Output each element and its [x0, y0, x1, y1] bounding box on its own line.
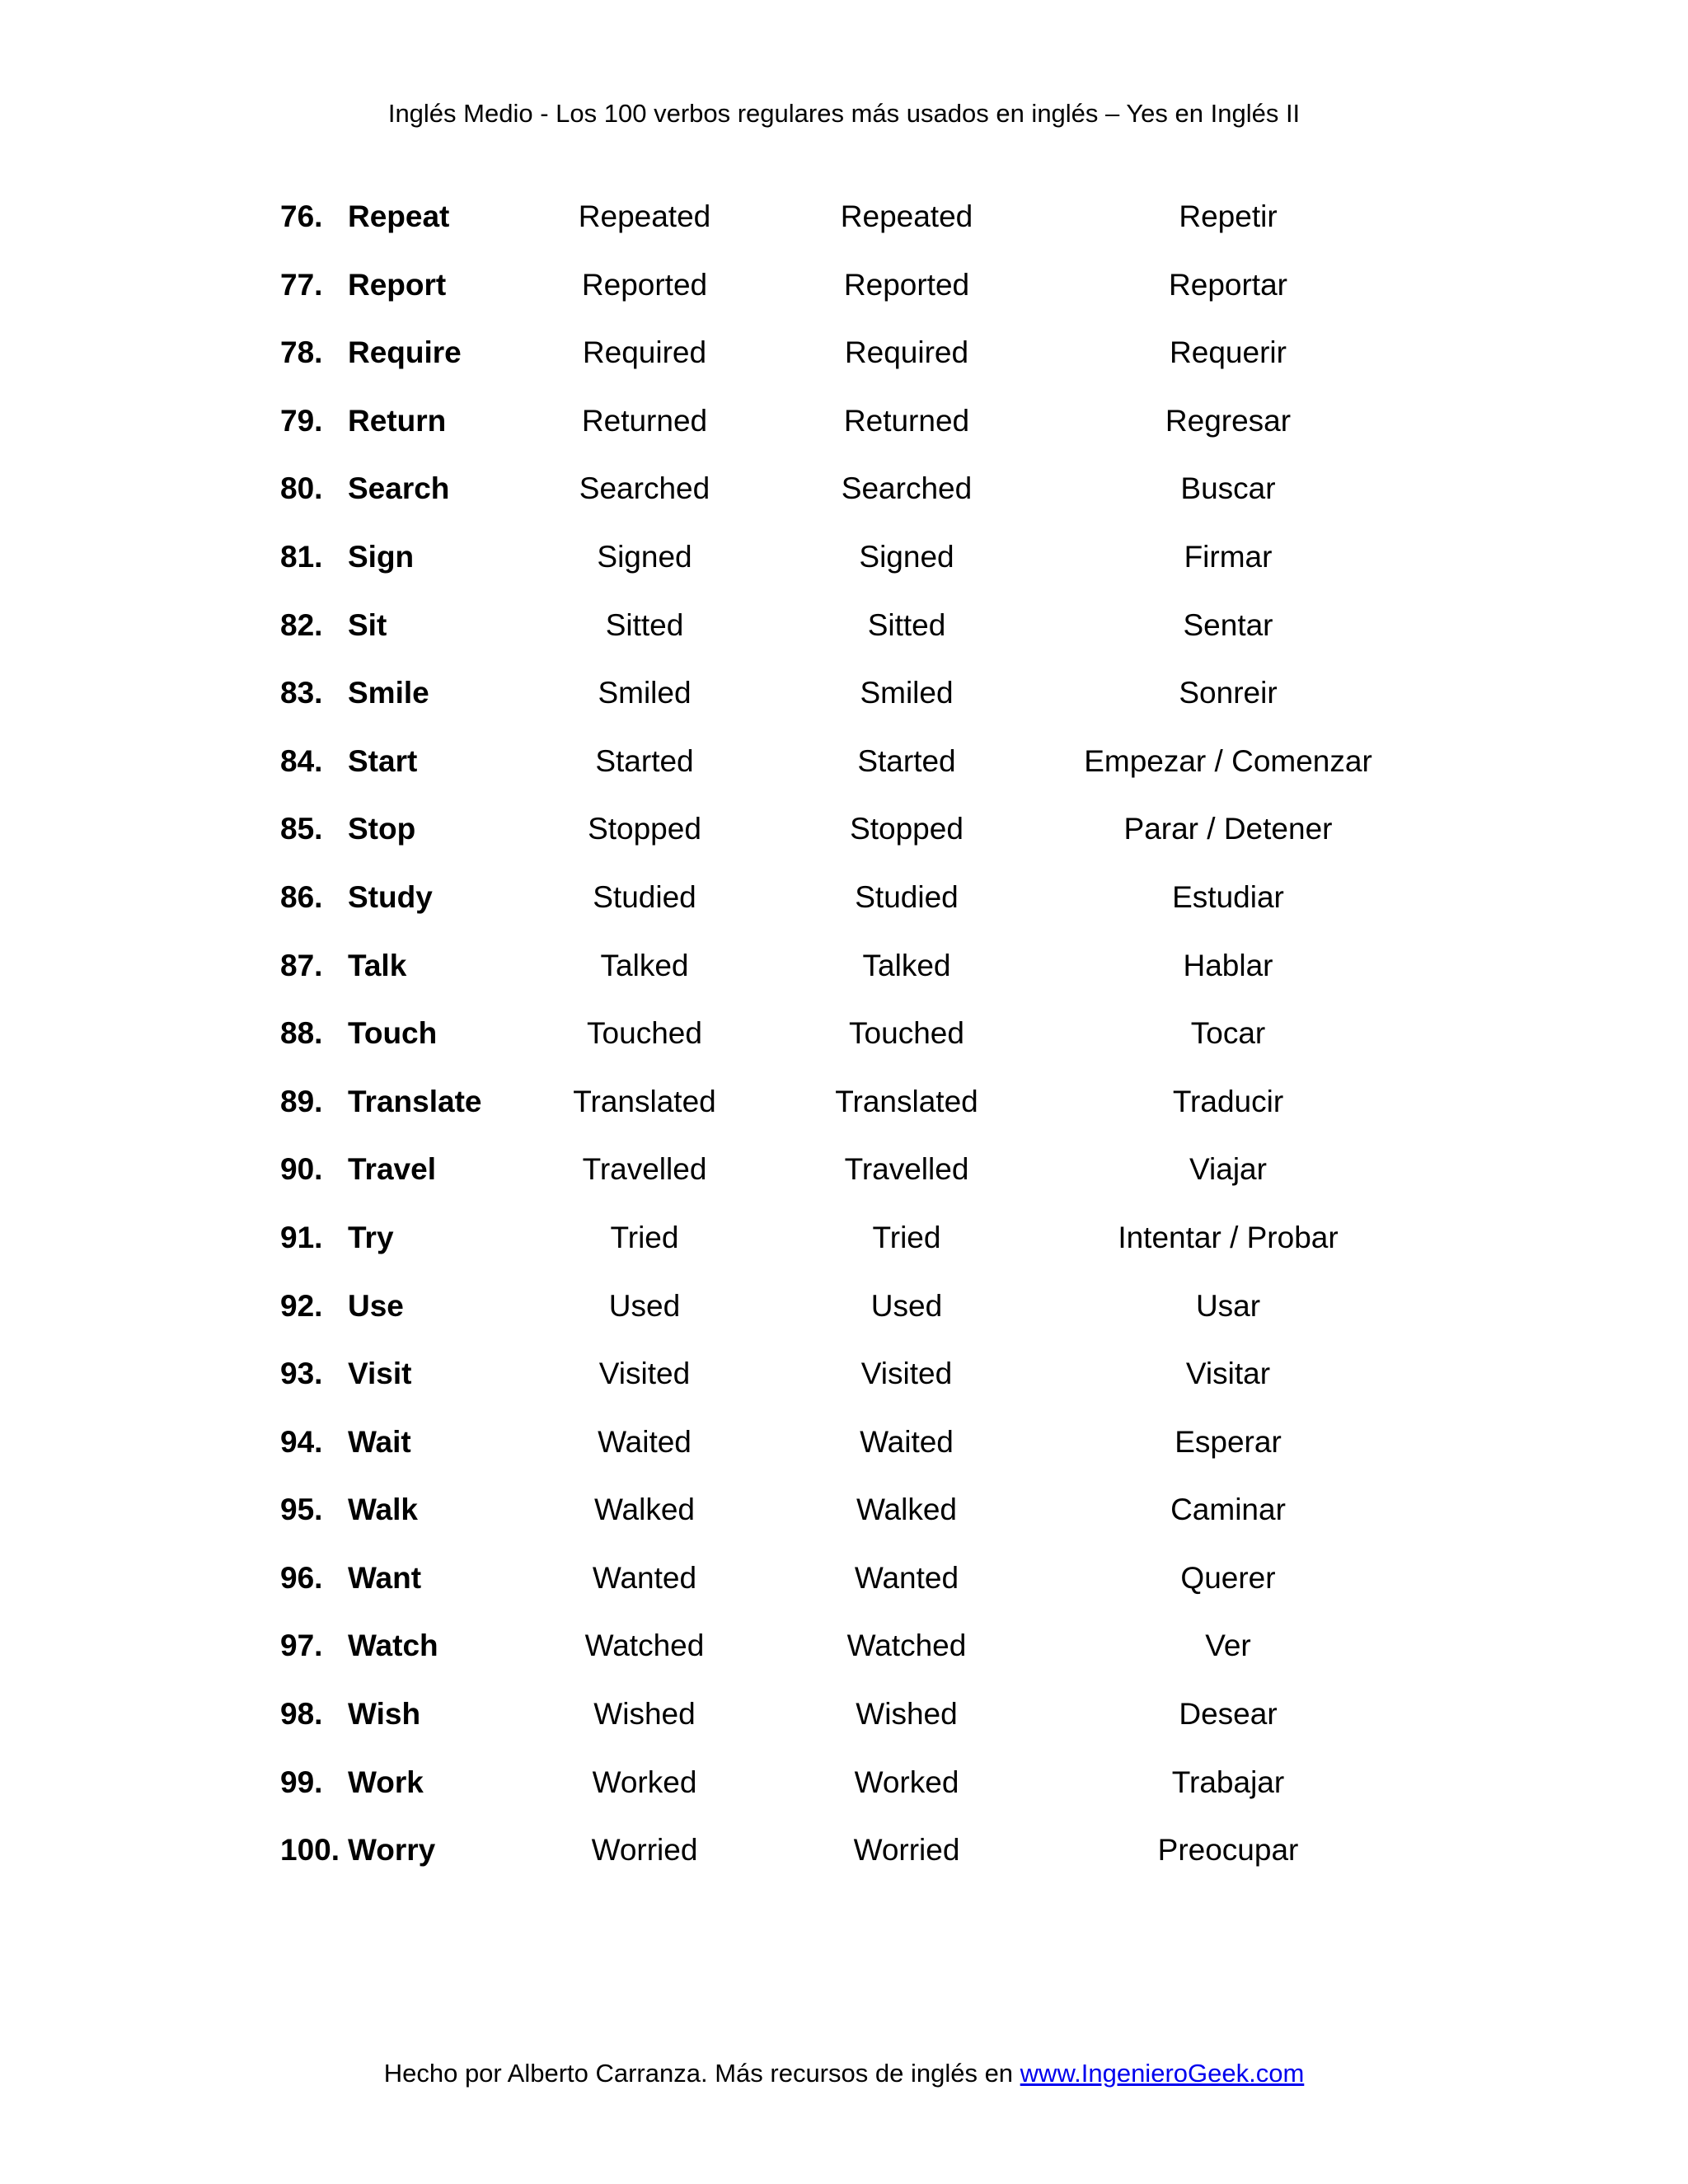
verb-past-participle: Smiled [860, 676, 954, 710]
verb-number: 86. [280, 879, 323, 914]
verb-base-form: Stop [348, 812, 416, 846]
verb-spanish-translation: Desear [1179, 1697, 1278, 1732]
verb-base-form: Wait [348, 1424, 411, 1459]
verb-past-simple: Sitted [605, 607, 684, 642]
verb-number: 77. [280, 267, 323, 302]
verb-base-form: Require [348, 335, 462, 370]
verb-base-form: Report [348, 267, 447, 302]
verb-past-participle: Travelled [844, 1152, 969, 1187]
verb-base-form: Want [348, 1560, 422, 1595]
verb-row [0, 455, 1688, 523]
verb-past-simple: Used [608, 1288, 681, 1323]
verb-base-form: Study [348, 879, 433, 914]
verb-spanish-translation: Regresar [1165, 403, 1292, 438]
verb-past-simple: Talked [600, 948, 689, 982]
verb-base-form: Return [348, 403, 447, 438]
verb-base-form: Sign [348, 539, 415, 574]
verb-base-form: Start [348, 743, 418, 778]
verb-base-form: Travel [348, 1152, 436, 1187]
footer-website-link[interactable]: www.IngenieroGeek.com [1020, 2059, 1305, 2088]
verb-row [0, 1000, 1688, 1068]
verb-past-simple: Wished [593, 1697, 696, 1732]
verb-spanish-translation: Empezar / Comenzar [1084, 743, 1372, 778]
verb-number: 76. [280, 199, 323, 233]
verb-row [0, 592, 1688, 660]
verb-base-form: Translate [348, 1084, 482, 1118]
verb-row [0, 319, 1688, 387]
verb-past-simple: Touched [587, 1016, 702, 1051]
verb-number: 85. [280, 812, 323, 846]
verb-number: 92. [280, 1288, 323, 1323]
verb-past-simple: Visited [598, 1357, 691, 1391]
verb-list [0, 183, 1688, 1885]
verb-number: 78. [280, 335, 323, 370]
verb-past-simple: Reported [581, 267, 708, 302]
verb-spanish-translation: Caminar [1170, 1493, 1286, 1527]
verb-past-participle: Returned [843, 403, 970, 438]
verb-past-participle: Sitted [867, 607, 946, 642]
verb-row [0, 1680, 1688, 1749]
verb-past-simple: Started [595, 743, 694, 778]
verb-number: 88. [280, 1016, 323, 1051]
verb-past-simple: Worked [592, 1765, 697, 1799]
verb-row [0, 1340, 1688, 1408]
verb-past-simple: Searched [579, 471, 710, 506]
verb-past-participle: Watched [846, 1629, 967, 1663]
verb-number: 82. [280, 607, 323, 642]
verb-row [0, 1204, 1688, 1272]
verb-spanish-translation: Preocupar [1157, 1833, 1299, 1868]
verb-spanish-translation: Requerir [1170, 335, 1287, 370]
verb-past-simple: Smiled [598, 676, 692, 710]
verb-number: 100. [280, 1833, 340, 1868]
verb-row [0, 659, 1688, 728]
verb-spanish-translation: Repetir [1179, 199, 1278, 233]
verb-spanish-translation: Hablar [1183, 948, 1273, 982]
verb-past-simple: Translated [573, 1084, 716, 1118]
verb-row [0, 183, 1688, 251]
verb-row [0, 523, 1688, 592]
verb-base-form: Talk [348, 948, 407, 982]
page-title: Inglés Medio - Los 100 verbos regulares más usados en inglés – Yes en Inglés II [387, 99, 1301, 128]
verb-number: 96. [280, 1560, 323, 1595]
verb-past-simple: Walked [593, 1493, 695, 1527]
verb-spanish-translation: Querer [1180, 1560, 1276, 1595]
verb-past-simple: Wanted [592, 1560, 697, 1595]
verb-past-simple: Required [582, 335, 707, 370]
verb-past-participle: Translated [835, 1084, 978, 1118]
verb-number: 89. [280, 1084, 323, 1118]
verb-row [0, 387, 1688, 456]
verb-past-simple: Watched [584, 1629, 705, 1663]
verb-past-participle: Reported [843, 267, 970, 302]
page-footer [0, 2057, 1688, 2090]
verb-number: 91. [280, 1220, 323, 1254]
verb-number: 84. [280, 743, 323, 778]
verb-number: 87. [280, 948, 323, 982]
verb-past-participle: Searched [841, 471, 973, 506]
verb-base-form: Worry [348, 1833, 436, 1868]
verb-number: 95. [280, 1493, 323, 1527]
verb-base-form: Try [348, 1220, 394, 1254]
verb-base-form: Work [348, 1765, 424, 1799]
verb-row [0, 1544, 1688, 1613]
verb-past-simple: Tried [610, 1220, 679, 1254]
verb-past-participle: Worried [853, 1833, 960, 1868]
verb-spanish-translation: Trabajar [1171, 1765, 1285, 1799]
verb-row [0, 1476, 1688, 1544]
verb-base-form: Repeat [348, 199, 450, 233]
verb-spanish-translation: Viajar [1189, 1152, 1267, 1187]
verb-row [0, 1408, 1688, 1477]
verb-past-participle: Signed [859, 539, 954, 574]
footer-text: Hecho por Alberto Carranza. Más recursos de inglés en [383, 2059, 1020, 2088]
verb-past-participle: Repeated [840, 199, 973, 233]
verb-row [0, 1816, 1688, 1885]
verb-past-simple: Signed [597, 539, 692, 574]
verb-base-form: Walk [348, 1493, 418, 1527]
verb-spanish-translation: Firmar [1184, 539, 1273, 574]
verb-past-participle: Talked [862, 948, 951, 982]
verb-past-simple: Returned [581, 403, 708, 438]
verb-past-simple: Stopped [588, 812, 701, 846]
verb-number: 97. [280, 1629, 323, 1663]
verb-number: 80. [280, 471, 323, 506]
verb-spanish-translation: Sonreir [1179, 676, 1278, 710]
verb-number: 93. [280, 1357, 323, 1391]
verb-base-form: Visit [348, 1357, 412, 1391]
verb-row [0, 1272, 1688, 1341]
verb-base-form: Use [348, 1288, 404, 1323]
verb-row [0, 932, 1688, 1001]
verb-number: 81. [280, 539, 323, 574]
verb-past-participle: Wanted [854, 1560, 959, 1595]
verb-number: 79. [280, 403, 323, 438]
verb-spanish-translation: Estudiar [1172, 879, 1284, 914]
verb-past-simple: Repeated [578, 199, 711, 233]
verb-past-simple: Travelled [582, 1152, 707, 1187]
verb-number: 83. [280, 676, 323, 710]
verb-spanish-translation: Traducir [1172, 1084, 1284, 1118]
verb-past-participle: Worked [854, 1765, 959, 1799]
verb-past-participle: Touched [849, 1016, 964, 1051]
verb-base-form: Search [348, 471, 450, 506]
verb-spanish-translation: Esperar [1175, 1424, 1282, 1459]
verb-past-participle: Walked [856, 1493, 957, 1527]
verb-past-participle: Stopped [850, 812, 964, 846]
verb-past-participle: Used [870, 1288, 943, 1323]
verb-row [0, 864, 1688, 932]
verb-row [0, 795, 1688, 864]
verb-number: 99. [280, 1765, 323, 1799]
verb-base-form: Sit [348, 607, 387, 642]
verb-number: 98. [280, 1697, 323, 1732]
verb-spanish-translation: Parar / Detener [1123, 812, 1333, 846]
verb-past-participle: Required [844, 335, 969, 370]
verb-past-participle: Visited [860, 1357, 953, 1391]
verb-spanish-translation: Tocar [1190, 1016, 1266, 1051]
verb-number: 94. [280, 1424, 323, 1459]
verb-spanish-translation: Buscar [1180, 471, 1276, 506]
verb-row [0, 1612, 1688, 1680]
verb-past-participle: Waited [860, 1424, 954, 1459]
verb-row [0, 251, 1688, 320]
verb-base-form: Smile [348, 676, 429, 710]
verb-past-simple: Worried [591, 1833, 698, 1868]
verb-row [0, 1068, 1688, 1137]
verb-base-form: Wish [348, 1697, 421, 1732]
verb-past-simple: Waited [598, 1424, 692, 1459]
verb-row [0, 1136, 1688, 1204]
verb-spanish-translation: Intentar / Probar [1118, 1220, 1339, 1254]
verb-base-form: Touch [348, 1016, 438, 1051]
verb-row [0, 1749, 1688, 1817]
verb-spanish-translation: Reportar [1169, 267, 1287, 302]
verb-past-participle: Wished [856, 1697, 958, 1732]
verb-past-participle: Tried [872, 1220, 941, 1254]
verb-spanish-translation: Sentar [1183, 607, 1273, 642]
verb-spanish-translation: Ver [1205, 1629, 1251, 1663]
verb-number: 90. [280, 1152, 323, 1187]
verb-past-participle: Studied [855, 879, 959, 914]
verb-spanish-translation: Visitar [1185, 1357, 1271, 1391]
verb-base-form: Watch [348, 1629, 438, 1663]
verb-spanish-translation: Usar [1195, 1288, 1261, 1323]
verb-past-simple: Studied [593, 879, 696, 914]
page-header [0, 97, 1688, 130]
verb-row [0, 728, 1688, 796]
verb-past-participle: Started [857, 743, 956, 778]
